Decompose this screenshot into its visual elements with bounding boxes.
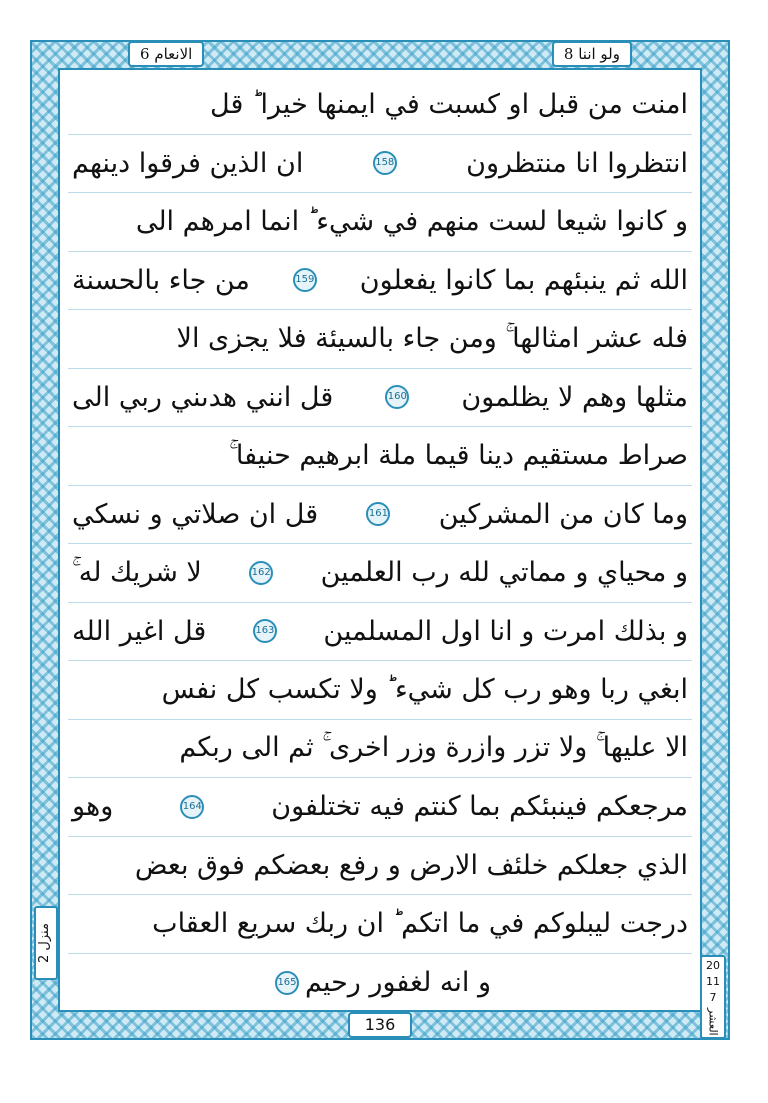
- text-line-12: [68, 720, 692, 779]
- text-line-9: [68, 544, 692, 603]
- ruku-bottom-number: 7: [709, 991, 717, 1005]
- ruku-top-number: 20: [706, 958, 720, 972]
- text-segment: قل اغير الله: [72, 615, 207, 647]
- text-segment: وما كان من المشركين: [438, 498, 688, 530]
- page-number: 136: [348, 1012, 412, 1038]
- text-line-7: [68, 427, 692, 486]
- text-line-3: [68, 193, 692, 252]
- text-line-6: [68, 369, 692, 428]
- ruku-word: العشر: [706, 1007, 720, 1036]
- ayah-number-marker: 161: [366, 502, 390, 526]
- text-segment: الا عليها ۚ ولا تزر وازرة وزر اخرى ۚ ثم الى ربكم: [179, 732, 688, 764]
- text-segment: امنت من قبل او كسبت في ايمنها خيرا ؕ قل: [210, 89, 688, 121]
- ruku-middle-number: 11: [706, 975, 720, 989]
- text-line-5: [68, 310, 692, 369]
- text-segment: و انه لغفور رحيم: [304, 967, 492, 999]
- ayah-number-marker: 158: [373, 151, 397, 175]
- text-segment: مثلها وهم لا يظلمون: [461, 381, 688, 413]
- manzil-label: منزل 2: [34, 906, 58, 980]
- text-segment: فله عشر امثالها ۚ ومن جاء بالسيئة فلا يجزى الا: [176, 322, 688, 354]
- text-panel: [58, 68, 702, 1012]
- text-segment: و كانوا شيعا لست منهم في شيء ؕ انما امرهم الى: [135, 206, 688, 238]
- ayah-number-marker: 164: [180, 795, 204, 819]
- text-segment: درجت ليبلوكم في ما اتكم ؕ ان ربك سريع العقاب: [152, 908, 688, 940]
- text-line-2: [68, 135, 692, 194]
- text-line-11: [68, 661, 692, 720]
- text-line-15: [68, 895, 692, 954]
- text-segment: ان الذين فرقوا دينهم: [72, 147, 304, 179]
- text-line-10: [68, 603, 692, 662]
- text-line-1: [68, 76, 692, 135]
- text-line-4: [68, 252, 692, 311]
- text-segment: لا شريك له ۚ: [72, 556, 202, 588]
- text-segment: الذي جعلكم خلئف الارض و رفع بعضكم فوق بعض: [134, 849, 688, 881]
- text-line-8: [68, 486, 692, 545]
- text-line-16: [68, 954, 692, 1013]
- ayah-number-marker: 160: [385, 385, 409, 409]
- ayah-number-marker: 163: [253, 619, 277, 643]
- text-segment: صراط مستقيم دينا قيما ملة ابرهيم حنيفا ۚ: [229, 439, 688, 471]
- text-segment: و بذلك امرت و انا اول المسلمين: [323, 615, 688, 647]
- juz-name-label: ولو اننا 8: [552, 41, 632, 67]
- ayah-number-marker: 165: [275, 971, 299, 995]
- text-segment: وهو: [72, 791, 114, 823]
- page-frame: [30, 40, 730, 1040]
- ayah-number-marker: 162: [249, 561, 273, 585]
- text-segment: ابغي ربا وهو رب كل شيء ؕ ولا تكسب كل نفس: [161, 674, 688, 706]
- text-line-14: [68, 837, 692, 896]
- text-segment: قل انني هدىني ربي الى: [72, 381, 334, 413]
- quran-text-body: [68, 76, 692, 1004]
- surah-name-label: الانعام 6: [128, 41, 204, 67]
- ruku-marker: [700, 955, 726, 1039]
- text-line-13: [68, 778, 692, 837]
- text-segment: من جاء بالحسنة: [72, 264, 250, 296]
- text-segment: انتظروا انا منتظرون: [466, 147, 688, 179]
- text-segment: قل ان صلاتي و نسكي: [72, 498, 319, 530]
- text-segment: الله ثم ينبئهم بما كانوا يفعلون: [359, 264, 688, 296]
- header-bar: [58, 40, 702, 68]
- ayah-number-marker: 159: [293, 268, 317, 292]
- text-segment: مرجعكم فينبئكم بما كنتم فيه تختلفون: [271, 791, 688, 823]
- text-segment: و محياي و مماتي لله رب العلمين: [320, 557, 688, 589]
